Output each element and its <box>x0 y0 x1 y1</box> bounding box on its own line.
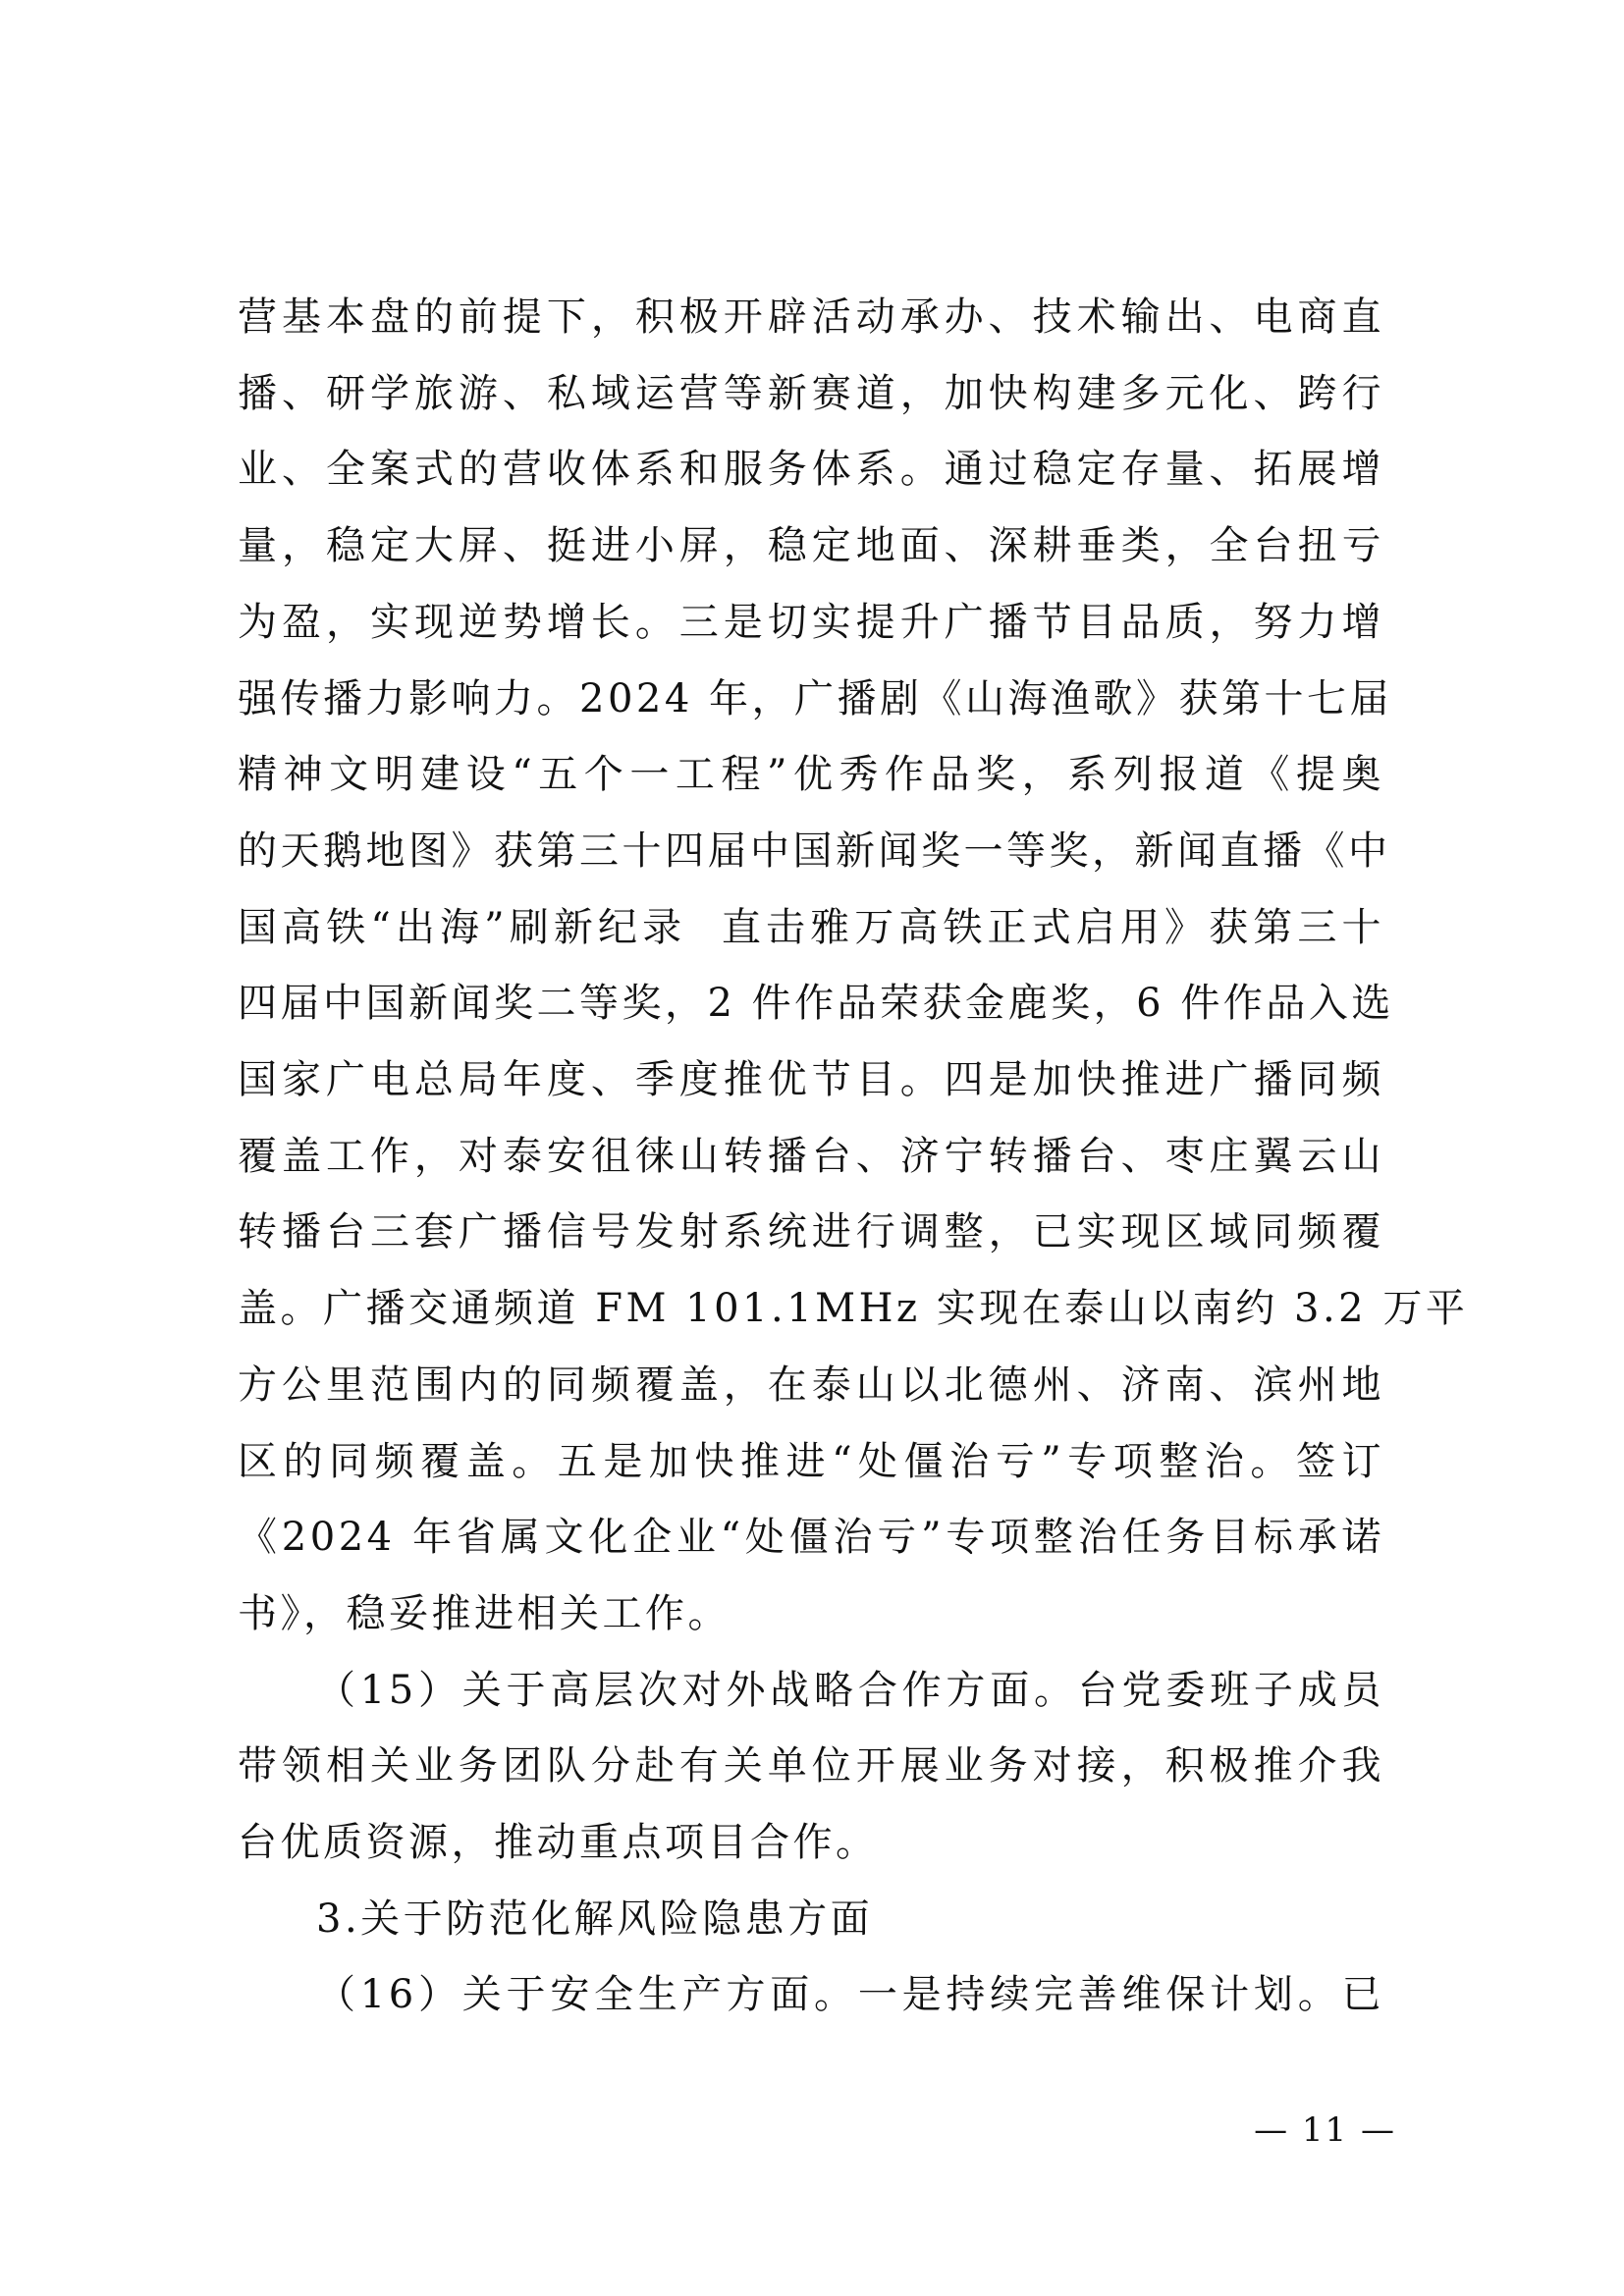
text-line: 强传播力影响力。2024 年，广播剧《山海渔歌》获第十七届 <box>238 675 1393 721</box>
text-line: 的天鹅地图》获第三十四届中国新闻奖一等奖，新闻直播《中 <box>238 828 1391 874</box>
text-line: 营基本盘的前提下，积极开辟活动承办、技术输出、电商直 <box>238 294 1384 340</box>
text-line: 盖。广播交通频道 FM 101.1MHz 实现在泰山以南约 3.2 万平 <box>238 1286 1469 1332</box>
page-number: — 11 — <box>1254 2110 1396 2150</box>
text-line: 《2024 年省属文化企业“处僵治亏”专项整治任务目标承诺 <box>238 1515 1384 1561</box>
paragraph-15-start: （15）关于高层次对外战略合作方面。台党委班子成员 <box>316 1667 1384 1713</box>
text-line: 精神文明建设“五个一工程”优秀作品奖，系列报道《提奥 <box>238 752 1384 798</box>
text-line: 播、研学旅游、私域运营等新赛道，加快构建多元化、跨行 <box>238 370 1384 416</box>
text-line: 带领相关业务团队分赴有关单位开展业务对接，积极推介我 <box>238 1743 1384 1789</box>
text-line: 国高铁“出海”刷新纪录 直击雅万高铁正式启用》获第三十 <box>238 904 1384 950</box>
body-text <box>238 280 1469 2034</box>
text-line: 转播台三套广播信号发射系统进行调整，已实现区域同频覆 <box>238 1209 1384 1255</box>
text-line: 台优质资源，推动重点项目合作。 <box>238 1820 879 1866</box>
text-line: 方公里范围内的同频覆盖，在泰山以北德州、济南、滨州地 <box>238 1362 1384 1408</box>
section-heading: 3.关于防范化解风险隐患方面 <box>316 1896 874 1942</box>
text-line: 为盈，实现逆势增长。三是切实提升广播节目品质，努力增 <box>238 599 1384 645</box>
paragraph-16-start: （16）关于安全生产方面。一是持续完善维保计划。已 <box>316 1972 1384 2018</box>
text-line: 国家广电总局年度、季度推优节目。四是加快推进广播同频 <box>238 1057 1384 1103</box>
text-line: 书》，稳妥推进相关工作。 <box>238 1590 731 1636</box>
text-line: 覆盖工作，对泰安徂徕山转播台、济宁转播台、枣庄翼云山 <box>238 1133 1384 1179</box>
text-line: 业、全案式的营收体系和服务体系。通过稳定存量、拓展增 <box>238 447 1384 493</box>
text-line: 区的同频覆盖。五是加快推进“处僵治亏”专项整治。签订 <box>238 1438 1384 1484</box>
text-line: 量，稳定大屏、挺进小屏，稳定地面、深耕垂类，全台扭亏 <box>238 523 1384 569</box>
text-line: 四届中国新闻奖二等奖，2 件作品荣获金鹿奖，6 件作品入选 <box>238 981 1394 1027</box>
